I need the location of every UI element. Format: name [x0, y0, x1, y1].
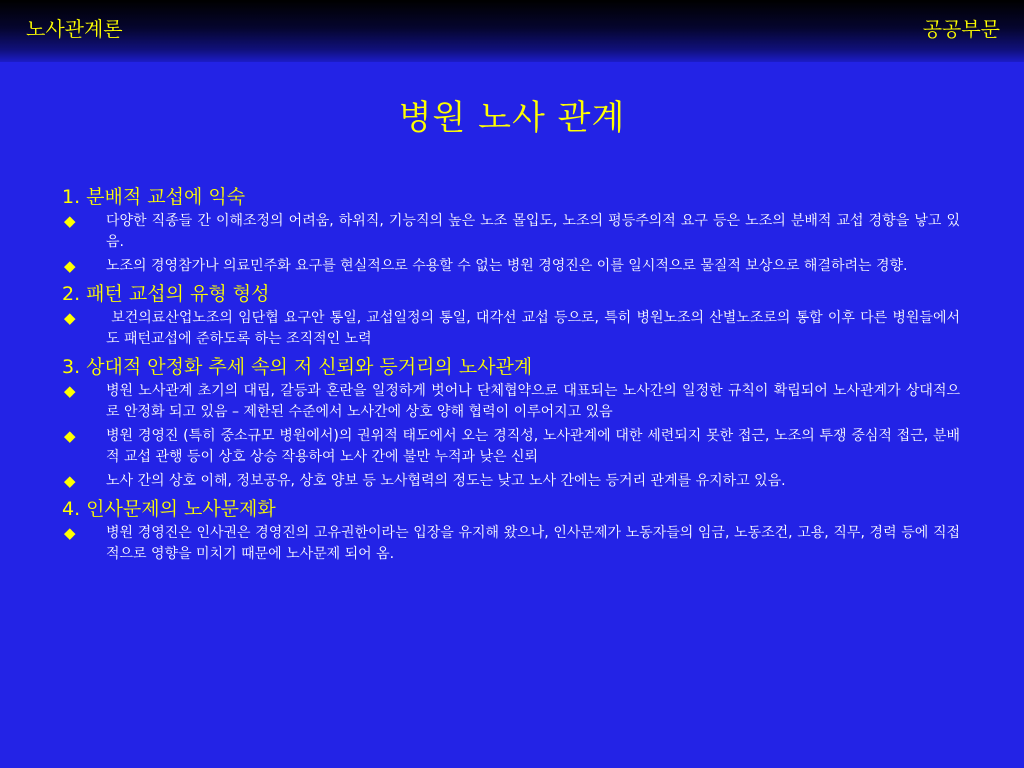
bullet-text: 노조의 경영참가나 의료민주화 요구를 현실적으로 수용할 수 없는 병원 경영진은 이를 일시적으로 물질적 보상으로 해결하려는 경향.: [106, 258, 908, 274]
diamond-bullet-icon: ◆: [64, 382, 76, 400]
bullet-text: 노사 간의 상호 이해, 정보공유, 상호 양보 등 노사협력의 정도는 낮고 노사 간에는 등거리 관계를 유지하고 있음.: [106, 473, 786, 489]
diamond-bullet-icon: ◆: [64, 472, 76, 490]
header-bar: [0, 0, 1024, 62]
section-heading-4: 4. 인사문제의 노사문제화: [62, 498, 276, 520]
diamond-bullet-icon: ◆: [64, 257, 76, 275]
bullet-item: [62, 471, 962, 492]
diamond-bullet-icon: ◆: [64, 212, 76, 230]
bullet-item: [62, 523, 962, 565]
bullet-item: [62, 211, 962, 253]
section-label: 공공부문: [922, 17, 1000, 41]
bullet-text: 병원 경영진 (특히 중소규모 병원에서)의 권위적 태도에서 오는 경직성, 노사관계에 대한 세련되지 못한 접근, 노조의 투쟁 중심적 접근, 분배적 교섭 관행 등이 상호 상승 작용하여 노사 간에 불만 누적과 낮은 신뢰: [106, 428, 960, 465]
slide-content: [62, 183, 962, 565]
course-title: 노사관계론: [26, 17, 123, 41]
slide-title: 병원 노사 관계: [398, 98, 626, 138]
bullet-item: [62, 426, 962, 468]
bullet-text: 다양한 직종들 간 이해조정의 어려움, 하위직, 기능직의 높은 노조 몰입도, 노조의 평등주의적 요구 등은 노조의 분배적 교섭 경향을 낳고 있음.: [106, 213, 960, 250]
bullet-item: [62, 381, 962, 423]
bullet-item: [62, 256, 962, 277]
section-heading-3: 3. 상대적 안정화 추세 속의 저 신뢰와 등거리의 노사관계: [62, 356, 533, 378]
bullet-text: 병원 경영진은 인사권은 경영진의 고유권한이라는 입장을 유지해 왔으나, 인사문제가 노동자들의 임금, 노동조건, 고용, 직무, 경력 등에 직접적으로 영향을 미치기 때문에 노사문제 되어 옴.: [106, 525, 960, 562]
diamond-bullet-icon: ◆: [64, 309, 76, 327]
section-heading-2: 2. 패턴 교섭의 유형 형성: [62, 283, 270, 305]
bullet-text: 보건의료산업노조의 임단협 요구안 통일, 교섭일정의 통일, 대각선 교섭 등으로, 특히 병원노조의 산별노조로의 통합 이후 다른 병원들에서도 패턴교섭에 준하도록 하는 조직적인 노력: [106, 310, 961, 347]
diamond-bullet-icon: ◆: [64, 427, 76, 445]
bullet-item: [62, 308, 962, 350]
diamond-bullet-icon: ◆: [64, 524, 76, 542]
section-heading-1: 1. 분배적 교섭에 익숙: [62, 186, 246, 208]
bullet-text: 병원 노사관계 초기의 대립, 갈등과 혼란을 일정하게 벗어나 단체협약으로 대표되는 노사간의 일정한 규칙이 확립되어 노사관계가 상대적으로 안정화 되고 있음 – 제한된 수준에서 노사간에 상호 양해 협력이 이루어지고 있음: [106, 383, 960, 420]
